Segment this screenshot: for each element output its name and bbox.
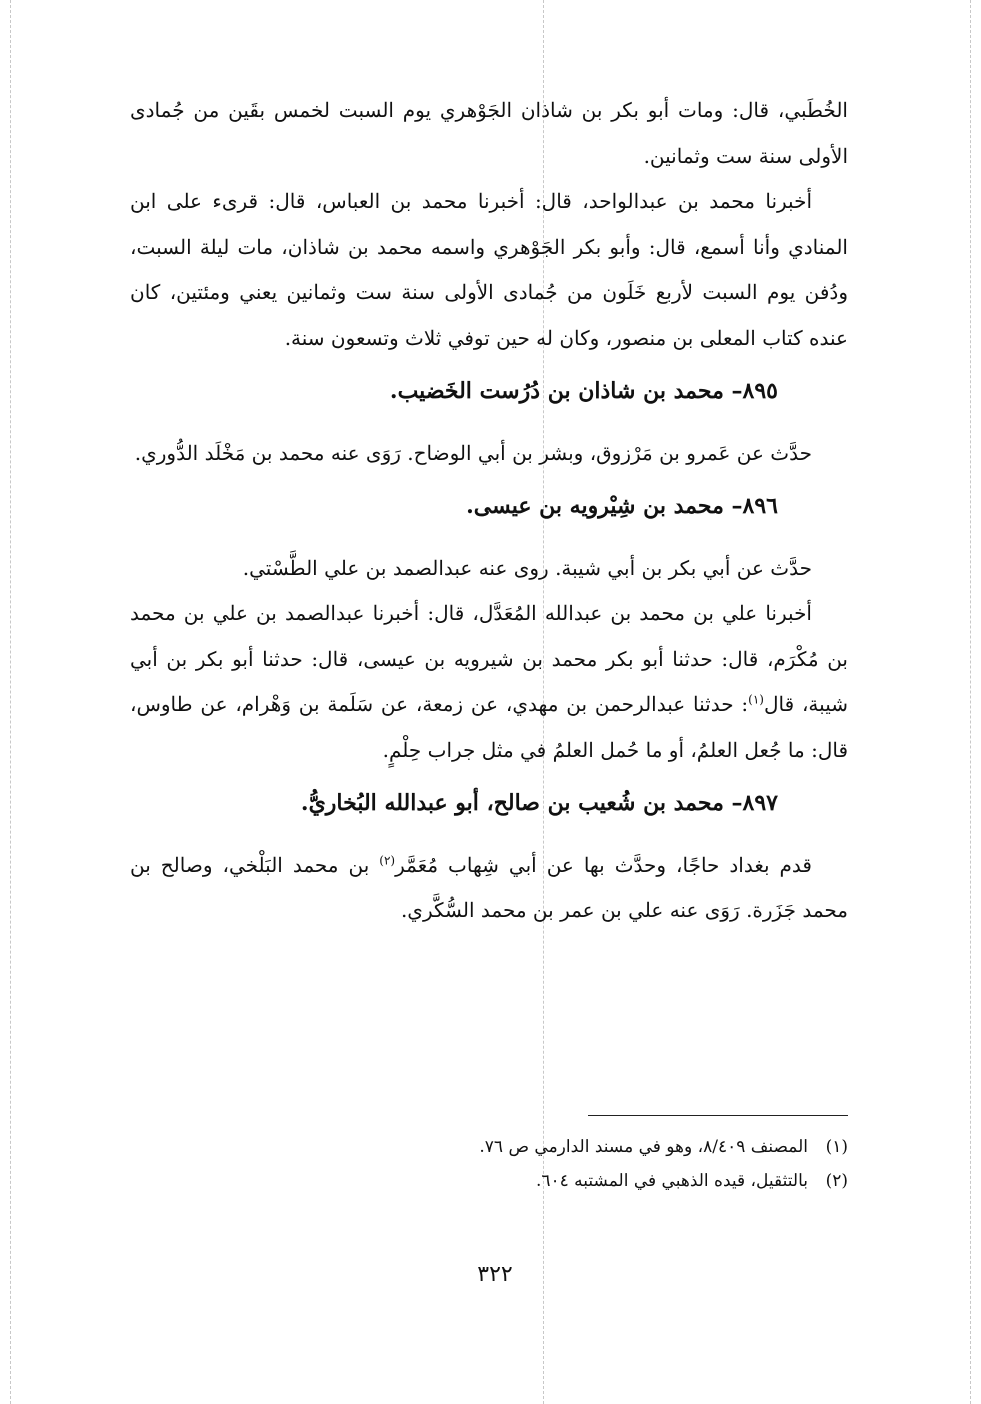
footnotes (300, 1130, 848, 1198)
entry-number: ٨٩٧– (731, 790, 778, 816)
page-number: ٣٢٢ (477, 1262, 513, 1287)
footnote-separator (588, 1115, 848, 1116)
entry-number: ٨٩٦– (731, 493, 778, 519)
entry-title: محمد بن شُعيب بن صالح، أبو عبدالله البُخاريُّ. (300, 790, 724, 816)
paragraph: حدَّث عن عَمرو بن مَرْزوق، وبشر بن أبي الوضاح. رَوَى عنه محمد بن مَخْلَد الدُّوري. (134, 440, 812, 465)
paragraph-text: قدم بغداد حاجًا، وحدَّث بها عن أبي شِهاب مُعَمَّر (395, 852, 812, 877)
entry-heading-897 (130, 781, 848, 827)
entry-number: ٨٩٥– (731, 378, 778, 404)
entry-heading-896 (130, 484, 848, 530)
paragraph-text: أخبرنا علي بن محمد بن عبدالله المُعَدَّل، قال: أخبرنا عبدالصمد بن علي بن محمد بن مُكْرَم، قال: حدثنا أبو بكر محمد بن شيرويه بن عيسى، قال: حدثنا أبو بكر بن أبي شيبة، قال (130, 601, 848, 716)
footnote-text: المصنف ٨/٤٠٩، وهو في مسند الدارمي ص ٧٦. (479, 1137, 808, 1157)
paragraph-text: : حدثنا عبدالرحمن بن مهدي، عن زمعة، عن سَلَمة بن وَهْرام، عن طاوس، قال: ما جُعل العلمُ، أو ما حُمل العلمُ في مثل جراب حِلْمٍ. (130, 692, 848, 762)
footnote-number: (١) (825, 1137, 848, 1157)
paragraph: حدَّث عن أبي بكر بن أبي شيبة. روى عنه عبدالصمد بن علي الطَّسْتي. (242, 555, 812, 580)
paragraph: أخبرنا محمد بن عبدالواحد، قال: أخبرنا محمد بن العباس، قال: قرىء على ابن المنادي وأنا أسمع، قال: وأبو بكر الجَوْهري واسمه محمد بن شاذان، مات ليلة السبت، ودُفن يوم السبت لأربع خَلَون من جُمادى الأولى سنة ست وثمانين يعني ومئتين، كان عنده كتاب المعلى بن منصور، وكان له حين توفي ثلاث وتسعون سنة. (130, 189, 848, 350)
paragraph: الخُطَبي، قال: ومات أبو بكر بن شاذان الجَوْهري يوم السبت لخمس بقَين من جُمادى الأولى سنة ست وثمانين. (130, 98, 848, 168)
entry-title: محمد بن شاذان بن دُرُست الخَضيب. (389, 378, 724, 404)
scan-artifact-line (970, 0, 971, 1404)
paragraph (130, 591, 848, 773)
footnote (300, 1164, 848, 1198)
paragraph (130, 843, 848, 934)
footnote (300, 1130, 848, 1164)
entry-heading-895 (130, 369, 848, 415)
footnote-reference: (١) (748, 692, 764, 707)
body-text (130, 88, 848, 934)
scan-artifact-line (10, 0, 11, 1404)
footnote-text: بالتثقيل، قيده الذهبي في المشتبه ٦٠٤. (535, 1171, 808, 1191)
entry-title: محمد بن شِيْرويه بن عيسى. (466, 493, 724, 519)
paragraph-text: بن محمد البَلْخي، وصالح بن محمد جَزَرة. رَوَى عنه علي بن عمر بن محمد السُّكَّري. (130, 852, 848, 922)
footnote-reference: (٢) (379, 852, 396, 867)
footnote-number: (٢) (825, 1171, 848, 1191)
